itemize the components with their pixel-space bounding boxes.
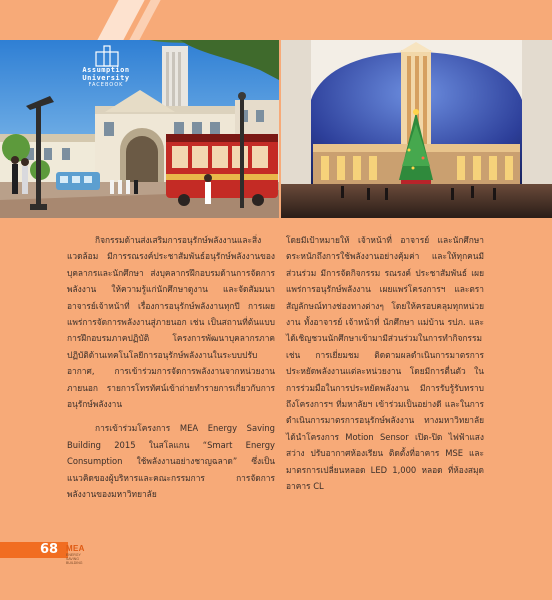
article-body: [0, 218, 552, 540]
watermark-line: University: [82, 74, 130, 82]
top-band: [0, 0, 552, 40]
article-column-left: [67, 232, 275, 511]
article-paragraph: กิจกรรมด้านส่งเสริมการอนุรักษ์พลังงานและสิ่งแวดล้อม มีการรณรงค์ประชาสัมพันธ์อนุรักษ์พลังงานของบุคลากรและนักศึกษา ส่งบุคลากรฝึกอบรมด้านการจัดการพลังงาน ให้ความรู้แก่นักศึกษาดูงาน และจัดสัมมนาอาจารย์เจ้าหน้าที่ เรื่องการอนุรักษ์พลังงานทุกปี การเผยแพร่การจัดการพลังงานสู่ภายนอก เช่น เป็นสถานที่ต้นแบบการฝึกอบรมภาคปฏิบัติ โครงการพัฒนาบุคลากรภาคปฏิบัติด้านเทคโนโลยีการอนุรักษ์พลังงานในระบบปรับอากาศ, การเข้าร่วมการจัดการพลังงานจากหน่วยงานภายนอก รายการโทรทัศน์เข้าถ่ายทำรายการเกี่ยวกับการอนุรักษ์พลังงาน: [67, 235, 275, 410]
article-paragraph: โดยมีเป้าหมายให้ เจ้าหน้าที่ อาจารย์ และนักศึกษาตระหนักถึงการใช้พลังงานอย่างคุ้มค่า และให้ทุกคนมีส่วนร่วม มีการจัดกิจกรรม รณรงค์ ประชาสัมพันธ์ เผยแพร่การอนุรักษ์พลังงาน เผยแพร่โครงการฯ และตราสัญลักษณ์ทางช่องทางต่างๆ โดยให้ครอบคลุมทุกหน่วยงาน ทั้งอาจารย์ เจ้าหน้าที่ นักศึกษา แม่บ้าน รปภ. และได้เชิญชวนนักศึกษาเข้ามามีส่วนร่วมในการทำกิจกรรม เช่น การเยี่ยมชม ติดตามผลดำเนินการมาตรการประหยัดพลังงานแต่ละหน่วยงาน โดยมีการตื่นตัว ในการร่วมมือในการประหยัดพลังงาน มีการรับรู้รับทราบถึงโครงการฯ ที่มหาลัยฯ เข้าร่วมเป็นอย่างดี และในการดำเนินการมาตรการอนุรักษ์พลังงาน ทางมหาวิทยาลัย ได้นำโครงการ Motion Sensor เปิด-ปิด ไฟฟ้าแสงสว่าง ปรับอากาศห้องเรียน ติดตั้งที่อาคาร MSE และมาตรการเปลี่ยนหลอด LED 1,000 หลอด ที่ห้องสมุด อาคาร CL: [286, 235, 484, 492]
article-column-right: [286, 232, 484, 503]
campus-photo-left: [0, 40, 279, 218]
photo-row: [0, 40, 552, 218]
watermark-line: Assumption: [82, 66, 130, 74]
night-tower-illustration: [281, 40, 552, 218]
facebook-watermark: [72, 44, 140, 89]
campus-photo-right: [281, 40, 552, 218]
mea-logo: [66, 544, 90, 565]
watermark-line: FACEBOOK: [88, 82, 124, 88]
mea-logo-subtext: ENERGY SAVING BUILDING: [66, 553, 83, 565]
article-paragraph: การเข้าร่วมโครงการ MEA Energy Saving Building 2015 ในสโลแกน “Smart Energy Consumption ใช้พลังงานอย่างชาญฉลาด” ซึ่งเป็นแนวคิดของผู้บริหารและคณะกรรมการ การจัดการพลังงานของมหาวิทยาลัย: [67, 423, 275, 500]
page-number: 68: [40, 542, 59, 557]
mea-logo-text: MEA: [66, 544, 85, 553]
